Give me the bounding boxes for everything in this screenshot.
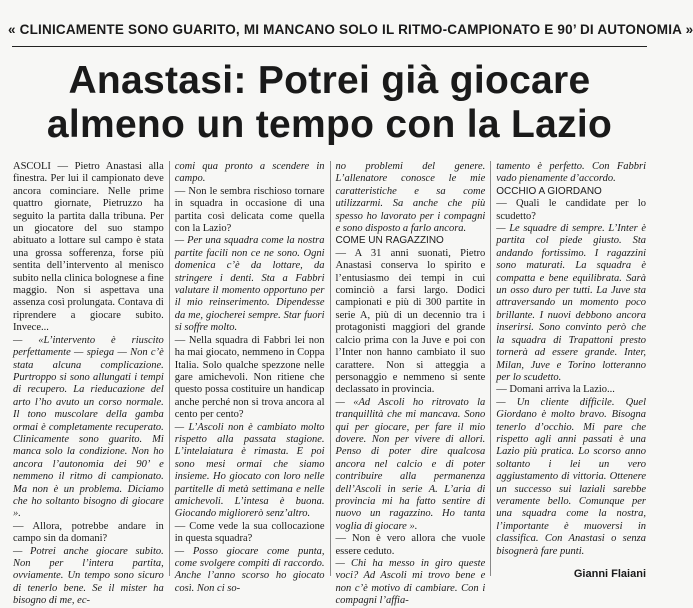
author-signature: Gianni Flaiani	[573, 568, 646, 580]
article-paragraph: — Le squadre di sempre. L’Inter è partita col piede giusto. Sta andando fortissimo. I ragazzini sono maturati. La squadra è compatta e bene equilibrata. Sarà un osso duro per tutti. La Juve sta attraversando un momento poco brillante. I nuovi debbono ancora inserirsi. Sono convinto però che la squadra di Trapattoni presto tornerà ad essere grande. Inter, Milan, Juve e Torino lotteranno per lo scudetto.	[496, 223, 646, 383]
article-paragraph: ASCOLI — Pietro Anastasi alla finestra. Per lui il campionato deve ancora cominciare. Nelle prime quattro giornate, Pietruzzo ha seguito la partita dalla tribuna. Per un giocatore del suo stampo abituato a lottare sul campo è stata una grossa sofferenza, forse più sentita dell’intervento al menisco subito nella clinica bolognese a fine maggio. Non si aspettava una assenza così prolungata. Contava di riprendere a giocare subito. Invece...	[13, 161, 164, 334]
article-paragraph: — Non le sembra rischioso tornare in squadra in occasione di una partita così delicata come quella con la Lazio?	[174, 185, 325, 235]
article-paragraph: — Per una squadra come la nostra partite facili non ce ne sono. Ogni domenica c’è da lottare, da stringere i denti. Sta a Fabbri valutare il momento opportuno per il mio reinserimento. Dipendesse da me, giocherei sempre. Star fuori si soffre molto.	[174, 235, 325, 334]
article-paragraph: — «L’intervento è riuscito perfettamente — spiega — Non c’è stata alcuna complicazione. Purtroppo si sono allungati i tempi di recupero. La rieducazione del arto l’ho avuto un corso normale. Il tono muscolare della gamba ormai è completamente recuperato. Clinicamente sono guarito. Mi manca solo la condizione. Non ho ancora l’autonomia dei 90’ e nemmeno il ritmo di campionato. Ma non è un problema. Diciamo che ho soltanto bisogno di giocare ».	[13, 334, 164, 520]
article-paragraph: — Domani arriva la Lazio...	[496, 384, 615, 396]
article-paragraph: — A 31 anni suonati, Pietro Anastasi conserva lo spirito e l’entusiasmo dei tempi in cui cominciò a farsi largo. Dodici campionati e più di 300 partite in serie A, più di un decennio tra i protagonisti maggiori del grande calcio prima con la Juve e poi con l’Inter non hanno cambiato il suo carattere. Non si atteggia a personaggio e nemmeno si sente declassato in provincia.	[335, 247, 486, 396]
article-paragraph: — L’Ascoli non è cambiato molto rispetto alla passata stagione. L’intelaiatura è rimasta. E poi sono mesi ormai che siamo insieme. Ho giocato con loro nelle partitelle di metà settimana e nelle amichevoli. L’intesa è buona. Giocando migliorerò senz’altro.	[174, 421, 325, 520]
article-paragraph: — Posso giocare come punta, come svolgere compiti di raccordo. Anche l’anno scorso ho giocato così. Non ci so-	[174, 545, 325, 594]
subheading: COME UN RAGAZZINO	[335, 235, 444, 247]
article-paragraph: — Allora, potrebbe andare in campo sin da domani?	[13, 520, 164, 545]
article-paragraph: — Quali le candidate per lo scudetto?	[496, 198, 646, 222]
article-paragraph: — Potrei anche giocare subito. Non per l’intera partita, ovviamente. Un tempo sono sicuro di tenerlo bene. Se il mister ha bisogno di me, ec-	[13, 545, 164, 607]
article-paragraph: — «Ad Ascoli ho ritrovato la tranquillità che mi mancava. Sono qui per giocare, per fare il mio dovere. Non per vivere di allori. Penso di poter dire qualcosa ancora nel calcio e di poter contribuire alla permanenza dell’Ascoli in serie A. L’aria di provincia mi ha fatto sentire di nuovo un ragazzino. Ho tanta voglia di giocare ».	[335, 396, 486, 532]
subheading: OCCHIO A GIORDANO	[496, 185, 602, 197]
article-paragraph: — Chi ha messo in giro queste voci? Ad Ascoli mi trovo bene e non c’è motivo di cambiare. Con i compagni l’affia-	[335, 558, 486, 607]
article-paragraph: comi qua pronto a scendere in campo.	[174, 161, 325, 185]
headline	[8, 59, 651, 147]
headline-line-2: almeno un tempo con la Lazio	[46, 103, 613, 146]
article-column-2	[169, 161, 330, 594]
divider-rule	[12, 46, 647, 47]
article-column-4	[490, 161, 651, 580]
article-paragraph: — Un cliente difficile. Quel Giordano è molto bravo. Bisogna tenerlo d’occhio. Mi pare che rispetto agli anni passati è una Lazio più pratica. Lo scorso anno soltanto i lei un vero aggiustamento di vittoria. Ottenere un successo sui laziali sarebbe veramente bello. Comunque per una squadra come la nostra, l’importante è muoversi in classifica. Con Anastasi o senza bisognerà fare punti.	[496, 396, 646, 557]
article-columns	[8, 161, 651, 607]
kicker-quote: « CLINICAMENTE SONO GUARITO, MI MANCANO SOLO IL RITMO-CAMPIONATO E 90’ DI AUTONOMIA »	[8, 22, 693, 37]
headline-line-1: Anastasi: Potrei già giocare	[68, 59, 591, 102]
article-paragraph: — Come vede la sua collocazione in questa squadra?	[174, 520, 325, 545]
article-column-3	[330, 161, 491, 607]
article-paragraph: — Nella squadra di Fabbri lei non ha mai giocato, nemmeno in Coppa Italia. Solo qualche spezzone nelle gare amichevoli. Non ritiene che questo possa costituire un handicap anche perché non si trova ancora al cento per cento?	[174, 334, 325, 421]
article-paragraph: — Non è vero allora che vuole essere ceduto.	[335, 533, 486, 557]
article-column-1	[8, 161, 169, 607]
article-paragraph: tamento è perfetto. Con Fabbri vado pienamente d’accordo.	[496, 161, 646, 185]
article-paragraph: no problemi del genere. L’allenatore conosce le mie caratteristiche e sa come utilizzarmi. Sa anche che più spesso ho lavorato per i compagni e sono disposto a farlo ancora.	[335, 161, 486, 235]
